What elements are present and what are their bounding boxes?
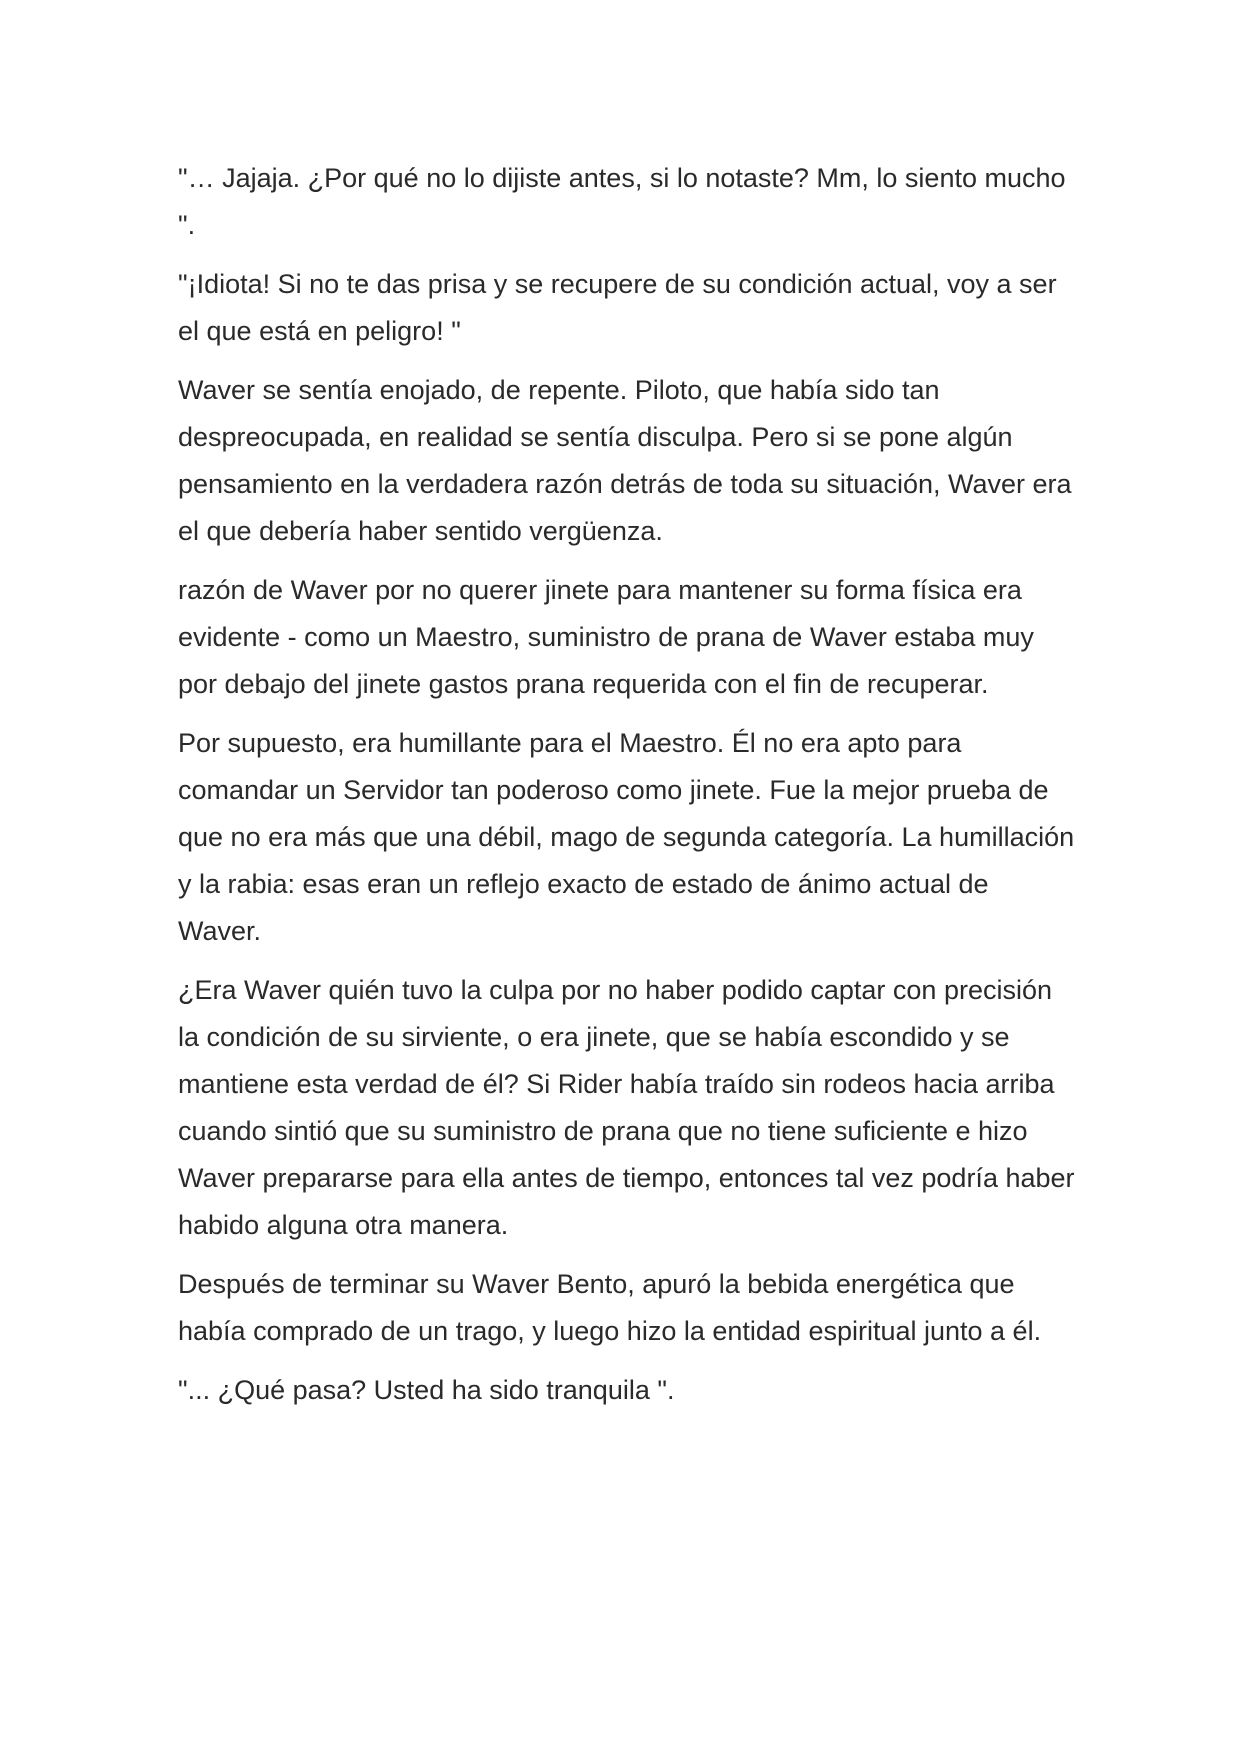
paragraph: razón de Waver por no querer jinete para mantener su forma física era evidente - como un Maestro, suministro de prana de Waver estaba muy por debajo del jinete gastos prana requerida con el fin de recuperar. <box>178 575 1034 699</box>
paragraph: "… Jajaja. ¿Por qué no lo dijiste antes, si lo notaste? Mm, lo siento mucho ". <box>178 163 1066 240</box>
paragraph: Después de terminar su Waver Bento, apuró la bebida energética que había comprado de un trago, y luego hizo la entidad espiritual junto a él. <box>178 1269 1042 1346</box>
paragraph: "¡Idiota! Si no te das prisa y se recupere de su condición actual, voy a ser el que está en peligro! " <box>178 269 1057 346</box>
paragraph: Por supuesto, era humillante para el Maestro. Él no era apto para comandar un Servidor tan poderoso como jinete. Fue la mejor prueba de que no era más que una débil, mago de segunda categoría. La humillación y la rabia: esas eran un reflejo exacto de estado de ánimo actual de Waver. <box>178 728 1075 946</box>
body-text <box>178 155 1078 1426</box>
paragraph: Waver se sentía enojado, de repente. Piloto, que había sido tan despreocupada, en realidad se sentía disculpa. Pero si se pone algún pensamiento en la verdadera razón detrás de toda su situación, Waver era el que debería haber sentido vergüenza. <box>178 375 1072 546</box>
paragraph: "... ¿Qué pasa? Usted ha sido tranquila ". <box>178 1375 675 1405</box>
paragraph: ¿Era Waver quién tuvo la culpa por no haber podido captar con precisión la condición de su sirviente, o era jinete, que se había escondido y se mantiene esta verdad de él? Si Rider había traído sin rodeos hacia arriba cuando sintió que su suministro de prana que no tiene suficiente e hizo Waver prepararse para ella antes de tiempo, entonces tal vez podría haber habido alguna otra manera. <box>178 975 1075 1240</box>
